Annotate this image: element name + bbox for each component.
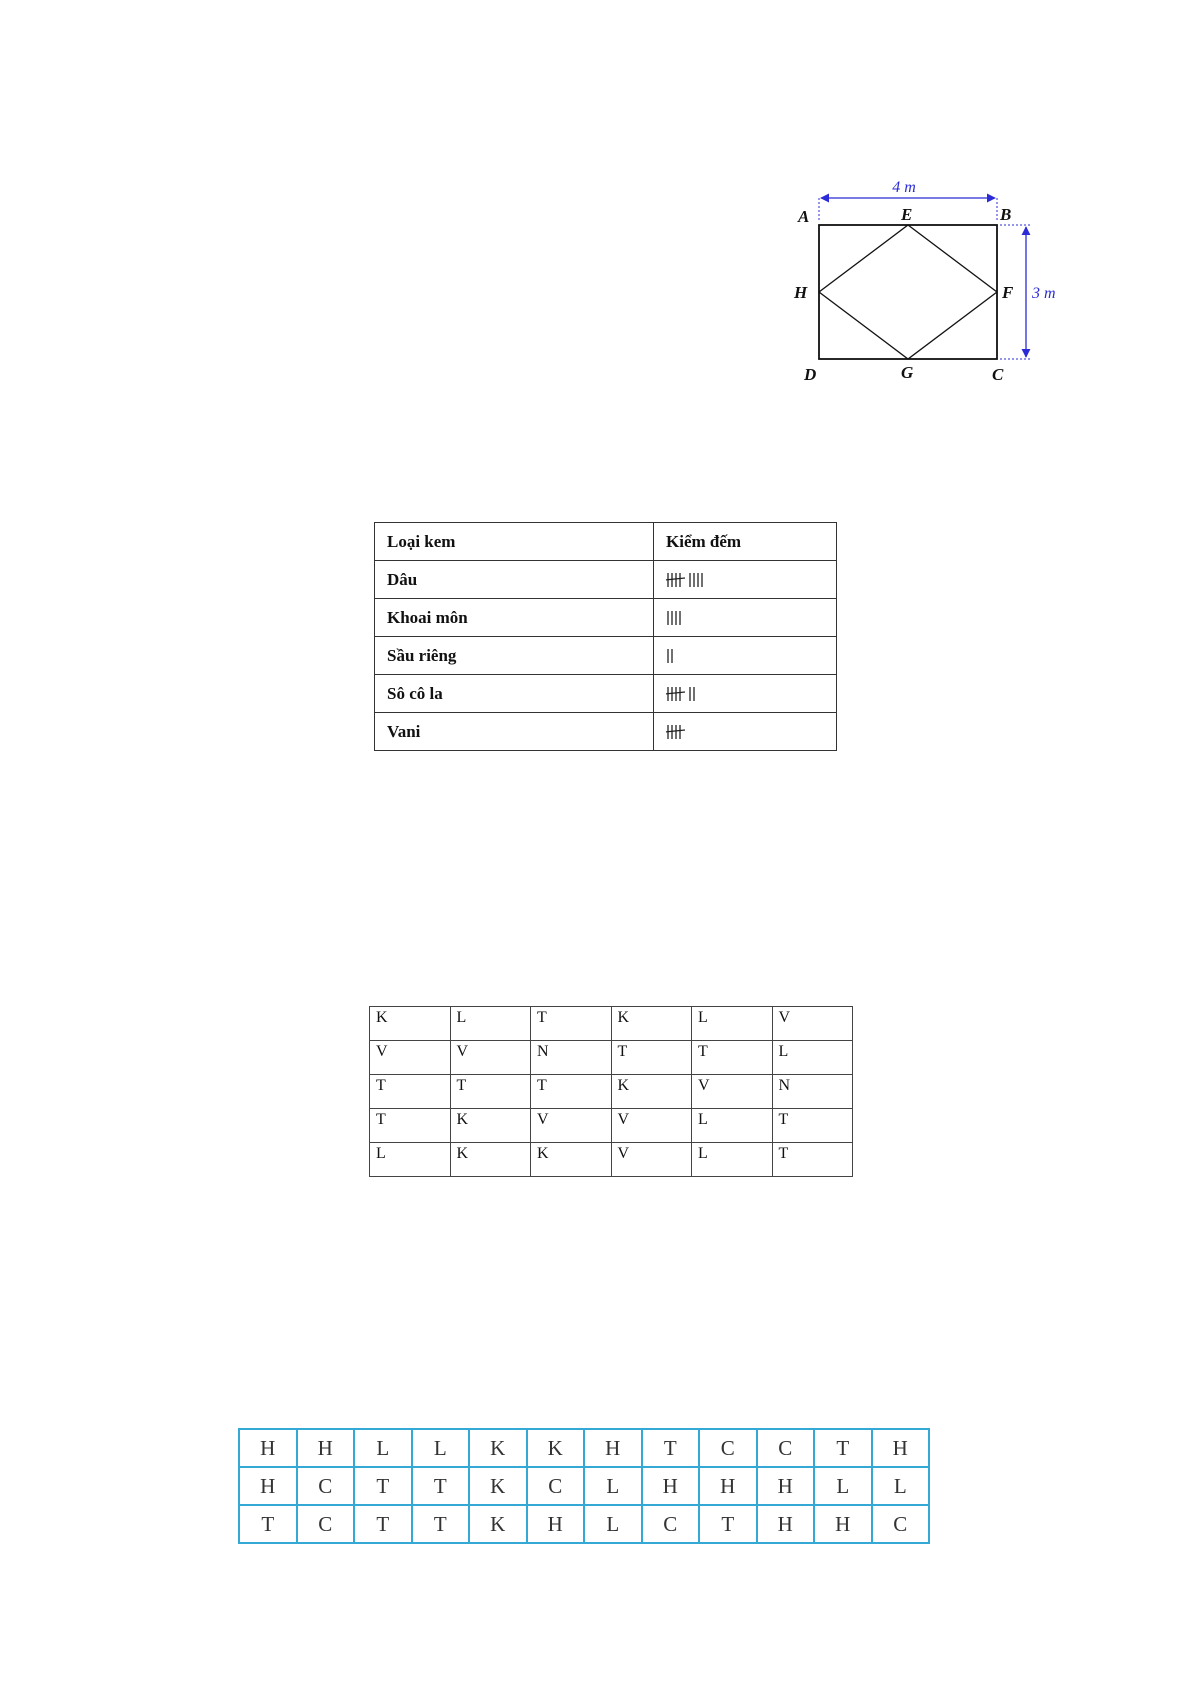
- ice-cream-tally-table: [374, 522, 837, 751]
- header-flavor: Loại kem: [375, 523, 654, 561]
- point-h-label: H: [794, 283, 808, 302]
- grid-cell: T: [692, 1041, 773, 1075]
- tally-cell: [654, 599, 837, 637]
- tally-header-row: [375, 523, 837, 561]
- grid-cell: L: [772, 1041, 853, 1075]
- grid-row: [370, 1041, 853, 1075]
- tally-cell: [654, 561, 837, 599]
- grid-cell: V: [450, 1041, 531, 1075]
- grid-cell: C: [527, 1467, 585, 1505]
- grid-cell: T: [531, 1075, 612, 1109]
- grid-row: [370, 1143, 853, 1177]
- grid-cell: L: [584, 1505, 642, 1543]
- grid-cell: H: [584, 1429, 642, 1467]
- flavor-cell: Dâu: [375, 561, 654, 599]
- grid-cell: K: [469, 1505, 527, 1543]
- tally-marks: [666, 684, 746, 704]
- point-c-label: C: [992, 365, 1004, 384]
- grid-cell: H: [239, 1467, 297, 1505]
- grid-row: [239, 1505, 929, 1543]
- grid-cell: T: [772, 1143, 853, 1177]
- width-label: 4 m: [892, 179, 916, 196]
- flavor-cell: Khoai môn: [375, 599, 654, 637]
- grid-cell: C: [699, 1429, 757, 1467]
- point-f-label: F: [1002, 283, 1014, 302]
- grid-cell: L: [412, 1429, 470, 1467]
- point-a-label: A: [798, 207, 810, 226]
- tally-marks: [666, 722, 746, 742]
- tally-cell: [654, 713, 837, 751]
- grid-cell: T: [642, 1429, 700, 1467]
- grid-row: [239, 1429, 929, 1467]
- tally-row: [375, 675, 837, 713]
- grid-cell: K: [450, 1143, 531, 1177]
- grid-row: [370, 1007, 853, 1041]
- flavor-cell: Sầu riêng: [375, 637, 654, 675]
- grid-cell: L: [872, 1467, 930, 1505]
- tally-row: [375, 713, 837, 751]
- grid-cell: T: [814, 1429, 872, 1467]
- grid-cell: L: [692, 1007, 773, 1041]
- rectangle-rhombus-figure: [780, 170, 1080, 400]
- letter-table-2: [238, 1428, 930, 1544]
- grid-cell: L: [584, 1467, 642, 1505]
- grid-cell: H: [527, 1505, 585, 1543]
- grid-cell: T: [354, 1505, 412, 1543]
- grid-cell: H: [814, 1505, 872, 1543]
- flavor-cell: Sô cô la: [375, 675, 654, 713]
- grid-cell: T: [412, 1505, 470, 1543]
- grid-cell: K: [370, 1007, 451, 1041]
- letter-table-1: [369, 1006, 853, 1177]
- grid-cell: L: [370, 1143, 451, 1177]
- grid-cell: H: [757, 1467, 815, 1505]
- grid-row: [370, 1109, 853, 1143]
- grid-cell: C: [872, 1505, 930, 1543]
- grid-cell: K: [611, 1075, 692, 1109]
- grid-cell: H: [642, 1467, 700, 1505]
- tally-row: [375, 599, 837, 637]
- point-d-label: D: [804, 365, 817, 384]
- grid-cell: C: [297, 1467, 355, 1505]
- grid-cell: V: [611, 1109, 692, 1143]
- tally-cell: [654, 637, 837, 675]
- grid-cell: T: [699, 1505, 757, 1543]
- point-e-label: E: [901, 205, 913, 224]
- height-label: 3 m: [1032, 285, 1056, 302]
- tally-cell: [654, 675, 837, 713]
- grid-cell: T: [531, 1007, 612, 1041]
- grid-cell: H: [297, 1429, 355, 1467]
- tally-marks: [666, 570, 746, 590]
- grid-cell: K: [531, 1143, 612, 1177]
- grid-cell: K: [450, 1109, 531, 1143]
- point-b-label: B: [1000, 205, 1012, 224]
- grid-cell: N: [772, 1075, 853, 1109]
- tally-marks: [666, 646, 746, 666]
- grid-cell: T: [412, 1467, 470, 1505]
- rectangle-abcd: [819, 225, 997, 359]
- grid-cell: T: [239, 1505, 297, 1543]
- grid-row: [370, 1075, 853, 1109]
- header-tally: Kiểm đếm: [654, 523, 837, 561]
- tally-row: [375, 637, 837, 675]
- tally-marks: [666, 608, 746, 628]
- grid-cell: L: [354, 1429, 412, 1467]
- grid-cell: C: [642, 1505, 700, 1543]
- grid-cell: H: [757, 1505, 815, 1543]
- grid-cell: L: [692, 1143, 773, 1177]
- flavor-cell: Vani: [375, 713, 654, 751]
- grid-row: [239, 1467, 929, 1505]
- grid-cell: H: [699, 1467, 757, 1505]
- grid-cell: H: [872, 1429, 930, 1467]
- grid-cell: T: [354, 1467, 412, 1505]
- grid-cell: V: [611, 1143, 692, 1177]
- grid-cell: T: [370, 1075, 451, 1109]
- grid-cell: H: [239, 1429, 297, 1467]
- grid-cell: C: [757, 1429, 815, 1467]
- grid-cell: T: [370, 1109, 451, 1143]
- grid-cell: N: [531, 1041, 612, 1075]
- grid-cell: V: [531, 1109, 612, 1143]
- grid-cell: T: [772, 1109, 853, 1143]
- point-g-label: G: [901, 363, 914, 382]
- grid-cell: T: [611, 1041, 692, 1075]
- grid-cell: C: [297, 1505, 355, 1543]
- grid-cell: L: [450, 1007, 531, 1041]
- grid-cell: T: [450, 1075, 531, 1109]
- tally-row: [375, 561, 837, 599]
- grid-cell: V: [692, 1075, 773, 1109]
- grid-cell: L: [814, 1467, 872, 1505]
- grid-cell: L: [692, 1109, 773, 1143]
- grid-cell: K: [469, 1467, 527, 1505]
- grid-cell: V: [370, 1041, 451, 1075]
- rhombus-efgh: [819, 225, 997, 359]
- grid-cell: K: [611, 1007, 692, 1041]
- grid-cell: V: [772, 1007, 853, 1041]
- grid-cell: K: [469, 1429, 527, 1467]
- grid-cell: K: [527, 1429, 585, 1467]
